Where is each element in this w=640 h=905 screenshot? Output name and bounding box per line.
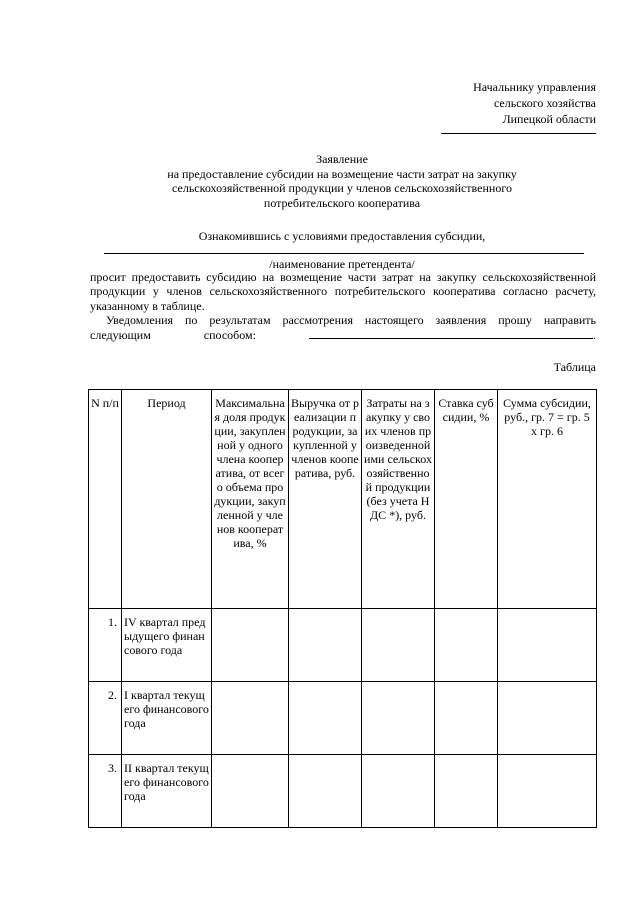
row-num: 3. <box>89 755 122 828</box>
row-period: II квартал текущего финансового года <box>122 755 212 828</box>
signature-line <box>441 133 596 134</box>
header-max-share: Максимальная доля продукции, закупленной у одного члена кооператива, от всего объема продукции, закупленной у членов кооператива, % <box>212 390 289 609</box>
request-body <box>90 270 596 342</box>
table-row <box>89 682 597 755</box>
intro-text: Ознакомившись с условиями предоставления субсидии, <box>198 229 486 243</box>
cell-max-share[interactable] <box>212 755 289 828</box>
cell-revenue[interactable] <box>289 682 362 755</box>
cell-revenue[interactable] <box>289 609 362 682</box>
document-title <box>90 152 594 210</box>
row-num: 1. <box>89 609 122 682</box>
cell-amount[interactable] <box>498 682 597 755</box>
header-period: Период <box>122 390 212 609</box>
addressee-block <box>473 79 596 127</box>
addressee-line-2: сельского хозяйства <box>493 96 596 110</box>
cell-rate[interactable] <box>435 609 498 682</box>
subsidy-table <box>88 389 597 828</box>
table-header-row <box>89 390 597 609</box>
header-rate: Ставка субсидии, % <box>435 390 498 609</box>
row-period: I квартал текущего финансового года <box>122 682 212 755</box>
table-row <box>89 609 597 682</box>
cell-max-share[interactable] <box>212 682 289 755</box>
applicant-name-line[interactable] <box>104 253 584 254</box>
notification-end: . <box>593 327 596 342</box>
cell-amount[interactable] <box>498 609 597 682</box>
cell-costs[interactable] <box>362 609 435 682</box>
cell-revenue[interactable] <box>289 755 362 828</box>
cell-costs[interactable] <box>362 682 435 755</box>
title-line-3: сельскохозяйственной продукции у членов сельскохозяйственного <box>172 181 512 195</box>
notification-text: Уведомления по результатам рассмотрения настоящего заявления прошу направить следующим способом: <box>90 313 596 342</box>
header-revenue: Выручка от реализации продукции, закупленной у членов кооператива, руб. <box>289 390 362 609</box>
header-amount: Сумма субсидии, руб., гр. 7 = гр. 5 x гр. 6 <box>498 390 597 609</box>
title-line-1: Заявление <box>316 152 368 166</box>
header-costs: Затраты на закупку у своих членов произведенной ими сельскохозяйственной продукции (без учета НДС *), руб. <box>362 390 435 609</box>
cell-max-share[interactable] <box>212 609 289 682</box>
cell-amount[interactable] <box>498 755 597 828</box>
notification-method-blank[interactable] <box>309 328 593 339</box>
row-period: IV квартал предыдущего финансового года <box>122 609 212 682</box>
applicant-caption: /наименование претендента/ <box>269 257 415 271</box>
request-text: просит предоставить субсидию на возмещение части затрат на закупку сельскохозяйственной продукции у членов сельскохозяйственного потребительского кооператива согласно расчету, указанному в таблице. <box>90 270 596 313</box>
cell-rate[interactable] <box>435 682 498 755</box>
header-num: N п/п <box>89 390 122 609</box>
table-row <box>89 755 597 828</box>
row-num: 2. <box>89 682 122 755</box>
addressee-line-3: Липецкой области <box>502 112 596 126</box>
notification-paragraph <box>90 313 596 342</box>
title-line-4: потребительского кооператива <box>263 195 421 210</box>
title-line-2: на предоставление субсидии на возмещение части затрат на закупку <box>167 166 517 181</box>
addressee-line-1: Начальнику управления <box>473 80 596 94</box>
table-label: Таблица <box>553 360 596 374</box>
cell-rate[interactable] <box>435 755 498 828</box>
cell-costs[interactable] <box>362 755 435 828</box>
